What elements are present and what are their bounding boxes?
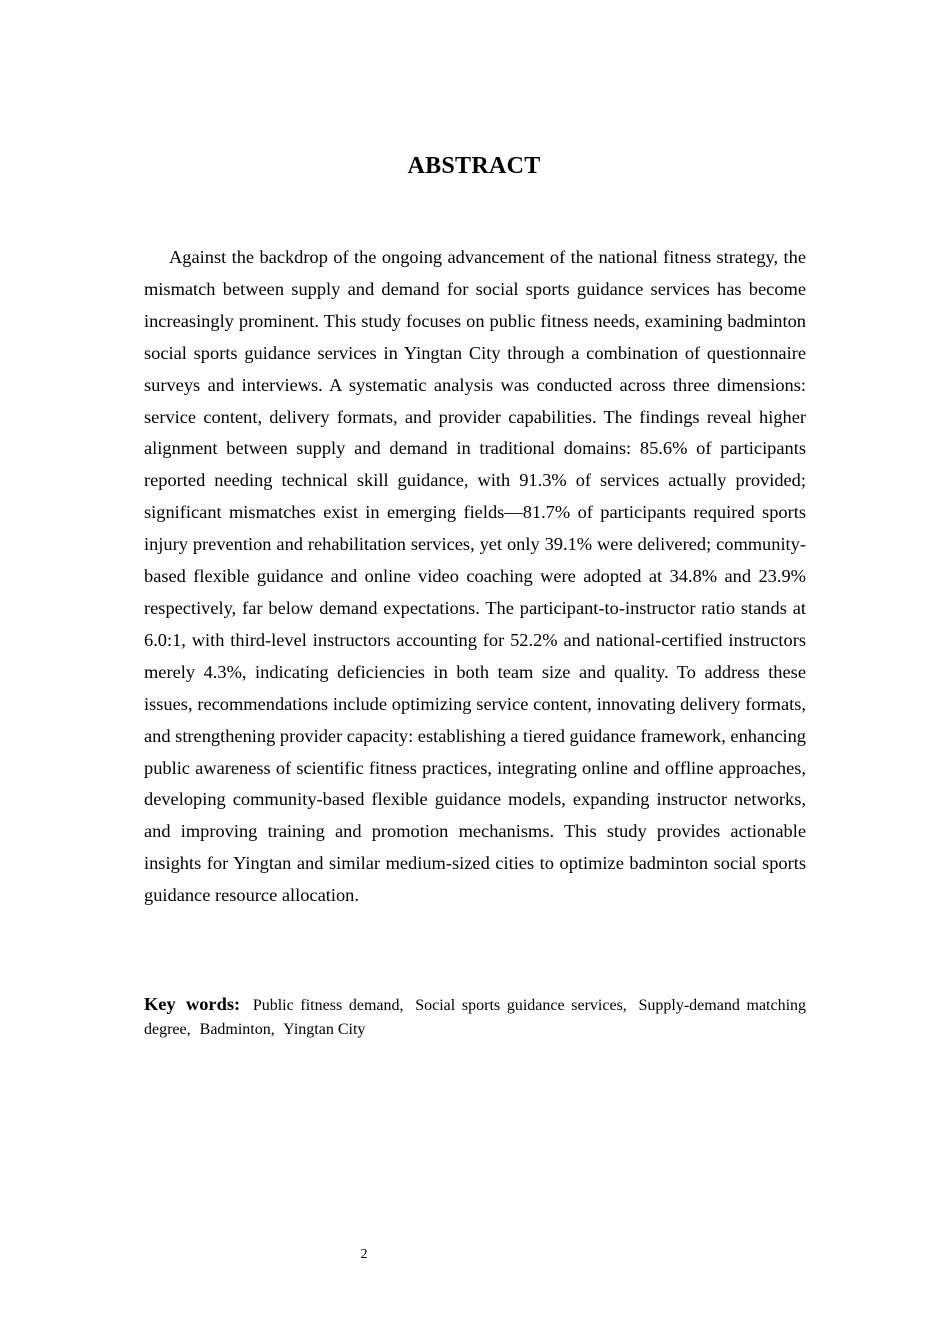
keyword-item: Supply-demand matching degree, [144,997,807,1038]
keyword-item: Yingtan City [283,1021,366,1038]
keyword-item: Public fitness demand, [252,997,404,1014]
abstract-title: ABSTRACT [407,153,541,179]
keyword-item: Social sports guidance services, [415,997,627,1014]
page-number: 2 [360,1247,368,1262]
keywords-section [144,992,806,1042]
abstract-body: Against the backdrop of the ongoing advancement of the national fitness strategy, the mismatch between supply and demand for social sports guidance services has become increasingly prominent. This study focuses on public fitness needs, examining badminton social sports guidance services in Yingtan City through a combination of questionnaire surveys and interviews. A systematic analysis was conducted across three dimensions: service content, delivery formats, and provider capabilities. The findings reveal higher alignment between supply and demand in traditional domains: 85.6% of participants reported needing technical skill guidance, with 91.3% of services actually provided; significant mismatches exist in emerging fields—81.7% of participants required sports injury prevention and rehabilitation services, yet only 39.1% were delivered; community-based flexible guidance and online video coaching were adopted at 34.8% and 23.9% respectively, far below demand expectations. The participant-to-instructor ratio stands at 6.0:1, with third-level instructors accounting for 52.2% and national-certified instructors merely 4.3%, indicating deficiencies in both team size and quality. To address these issues, recommendations include optimizing service content, innovating delivery formats, and strengthening provider capacity: establishing a tiered guidance framework, enhancing public awareness of scientific fitness practices, integrating online and offline approaches, developing community-based flexible guidance models, expanding instructor networks, and improving training and promotion mechanisms. This study provides actionable insights for Yingtan and similar medium-sized cities to optimize badminton social sports guidance resource allocation. [144,247,806,906]
keywords-label: Key words: [144,994,241,1014]
keyword-item: Badminton, [199,1021,275,1038]
